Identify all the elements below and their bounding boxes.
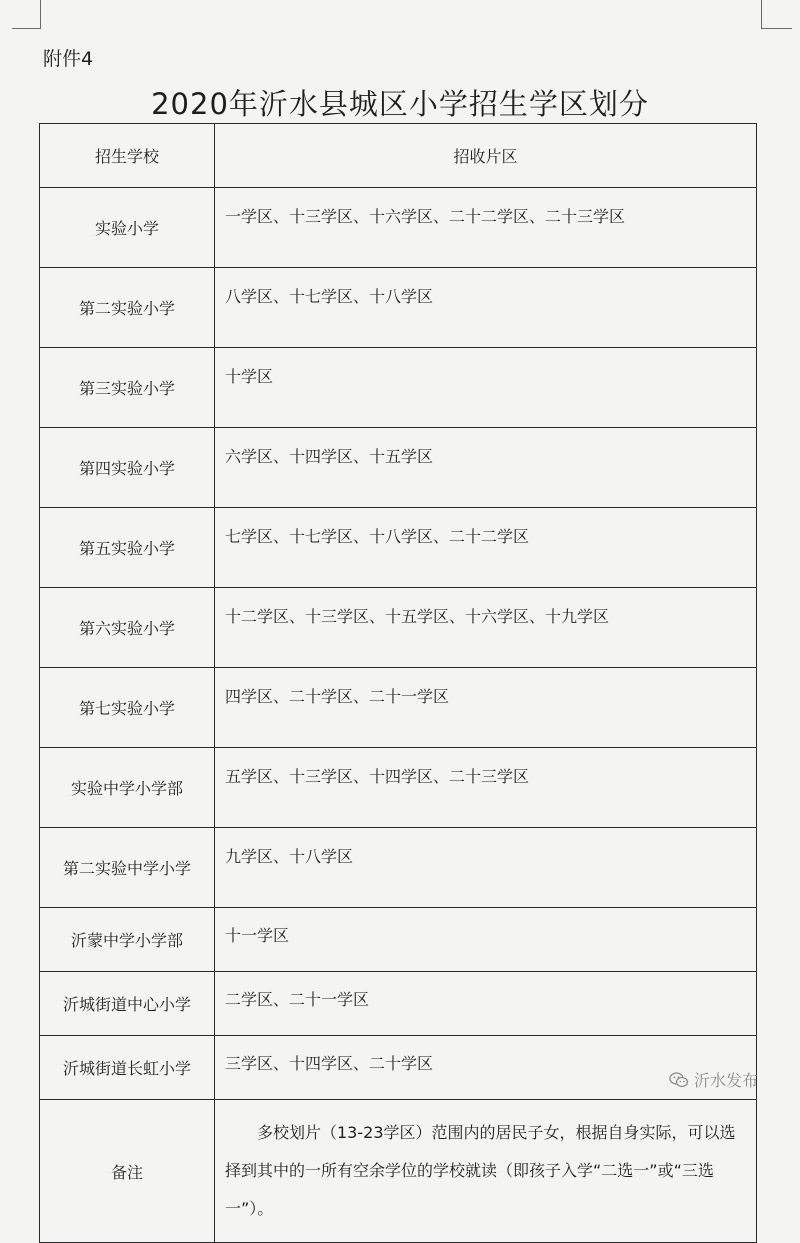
- enrollment-area: 九学区、十八学区: [215, 828, 757, 908]
- table-row: [40, 268, 757, 348]
- table-row: [40, 908, 757, 972]
- note-row: [40, 1100, 757, 1243]
- enrollment-area: 一学区、十三学区、十六学区、二十二学区、二十三学区: [215, 188, 757, 268]
- wechat-icon: [669, 1072, 689, 1088]
- table-row: [40, 588, 757, 668]
- school-name: 沂城街道中心小学: [40, 972, 215, 1036]
- table-row: [40, 428, 757, 508]
- enrollment-area: 四学区、二十学区、二十一学区: [215, 668, 757, 748]
- table-row: [40, 1036, 757, 1100]
- enrollment-area: 五学区、十三学区、十四学区、二十三学区: [215, 748, 757, 828]
- enrollment-area: 七学区、十七学区、十八学区、二十二学区: [215, 508, 757, 588]
- note-text: 多校划片（13-23学区）范围内的居民子女，根据自身实际，可以选择到其中的一所有空余学位的学校就读（即孩子入学“二选一”或“三选一”）。: [215, 1100, 757, 1243]
- watermark: [669, 1068, 758, 1091]
- school-name: 第五实验小学: [40, 508, 215, 588]
- school-name: 实验小学: [40, 188, 215, 268]
- header-area: 招收片区: [215, 124, 757, 188]
- school-name: 沂蒙中学小学部: [40, 908, 215, 972]
- district-table: [39, 123, 757, 1243]
- note-label: 备注: [40, 1100, 215, 1243]
- enrollment-area: 十二学区、十三学区、十五学区、十六学区、十九学区: [215, 588, 757, 668]
- school-name: 第二实验中学小学: [40, 828, 215, 908]
- school-name: 实验中学小学部: [40, 748, 215, 828]
- attachment-label: 附件4: [43, 48, 94, 70]
- enrollment-area: 十一学区: [215, 908, 757, 972]
- table-row: [40, 348, 757, 428]
- school-name: 第六实验小学: [40, 588, 215, 668]
- school-name: 第二实验小学: [40, 268, 215, 348]
- school-name: 第三实验小学: [40, 348, 215, 428]
- enrollment-area: 八学区、十七学区、十八学区: [215, 268, 757, 348]
- school-name: 第七实验小学: [40, 668, 215, 748]
- header-school: 招生学校: [40, 124, 215, 188]
- watermark-text: 沂水发布: [693, 1071, 758, 1090]
- table-row: [40, 972, 757, 1036]
- school-name: 第四实验小学: [40, 428, 215, 508]
- table-row: [40, 668, 757, 748]
- enrollment-area: 三学区、十四学区、二十学区: [215, 1036, 757, 1100]
- enrollment-area: 十学区: [215, 348, 757, 428]
- enrollment-area: 六学区、十四学区、十五学区: [215, 428, 757, 508]
- enrollment-area: 二学区、二十一学区: [215, 972, 757, 1036]
- school-name: 沂城街道长虹小学: [40, 1036, 215, 1100]
- table-row: [40, 508, 757, 588]
- crop-mark-top-right: [761, 0, 792, 29]
- table-row: [40, 188, 757, 268]
- table-row: [40, 748, 757, 828]
- table-header-row: [40, 124, 757, 188]
- table-row: [40, 828, 757, 908]
- document-title: 2020年沂水县城区小学招生学区划分: [151, 87, 649, 121]
- crop-mark-top-left: [12, 0, 41, 29]
